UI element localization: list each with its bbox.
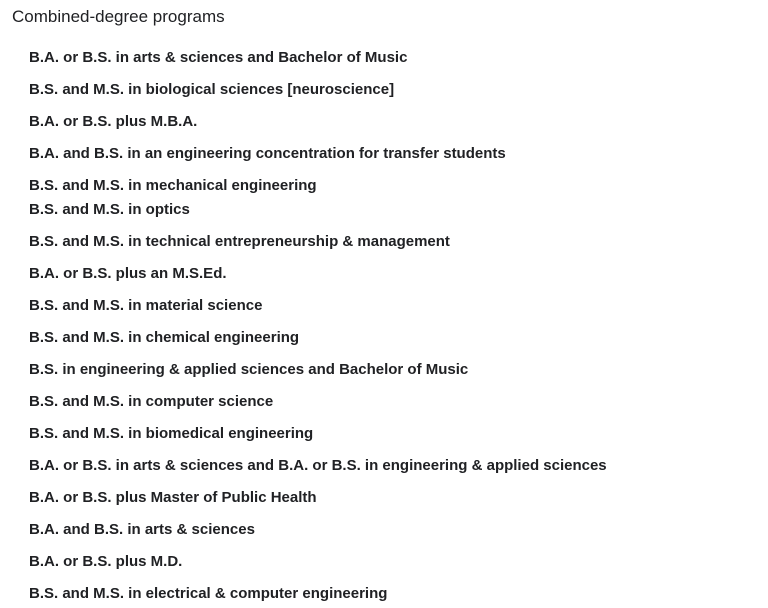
program-item[interactable]: B.A. or B.S. in arts & sciences and B.A. or B.S. in engineering & applied sciences <box>29 457 607 474</box>
program-item[interactable]: B.A. or B.S. in arts & sciences and Bachelor of Music <box>29 49 408 66</box>
program-item[interactable]: B.S. and M.S. in biomedical engineering <box>29 425 314 442</box>
program-item[interactable]: B.S. and M.S. in biological sciences [neuroscience] <box>29 81 395 98</box>
program-item[interactable]: B.S. and M.S. in computer science <box>29 393 274 410</box>
program-item[interactable]: B.A. and B.S. in arts & sciences <box>29 521 255 538</box>
program-item[interactable]: B.A. or B.S. plus M.D. <box>29 553 183 570</box>
program-item[interactable]: B.S. and M.S. in optics <box>29 201 190 218</box>
program-item[interactable]: B.A. or B.S. plus an M.S.Ed. <box>29 265 227 282</box>
program-item[interactable]: B.A. or B.S. plus Master of Public Health <box>29 489 317 506</box>
program-item[interactable]: B.S. in engineering & applied sciences and Bachelor of Music <box>29 361 469 378</box>
program-item[interactable]: B.A. or B.S. plus M.B.A. <box>29 113 198 130</box>
program-item[interactable]: B.S. and M.S. in electrical & computer engineering <box>29 585 388 602</box>
program-item[interactable]: B.S. and M.S. in chemical engineering <box>29 329 300 346</box>
program-item[interactable]: B.S. and M.S. in material science <box>29 297 263 314</box>
program-item[interactable]: B.S. and M.S. in technical entrepreneurship & management <box>29 233 450 250</box>
section-title: Combined-degree programs <box>12 7 225 26</box>
program-item[interactable]: B.A. and B.S. in an engineering concentration for transfer students <box>29 145 506 162</box>
program-item[interactable]: B.S. and M.S. in mechanical engineering <box>29 177 317 194</box>
